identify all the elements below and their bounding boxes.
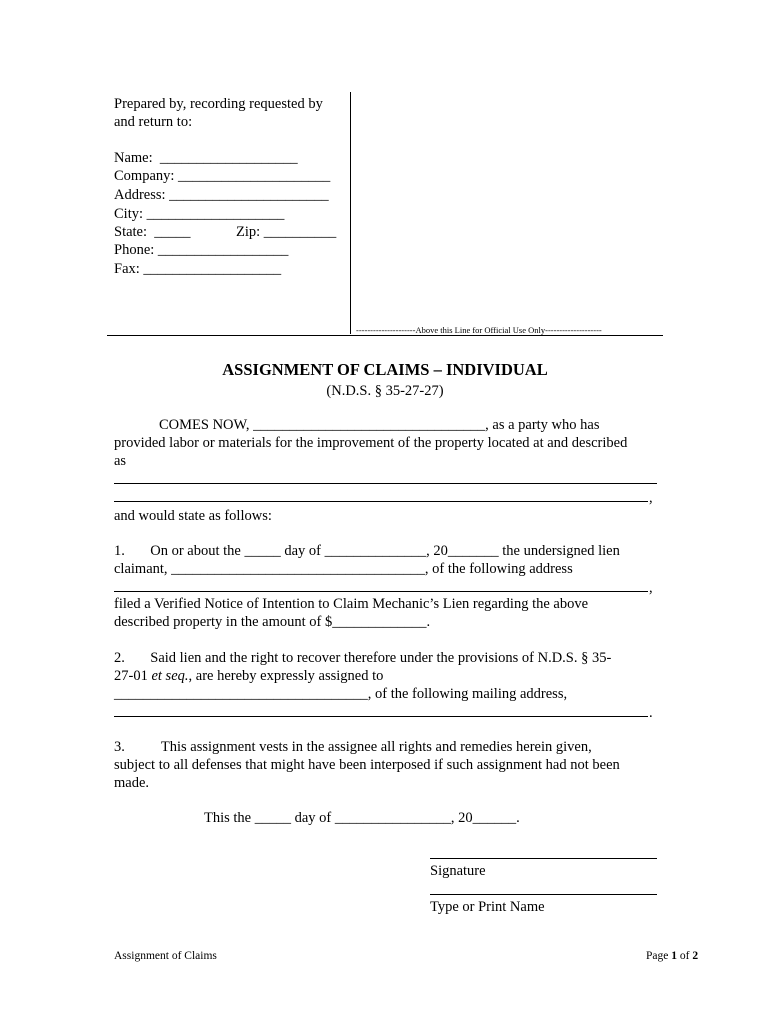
name-field: Name: ___________________ bbox=[114, 150, 298, 166]
para3-line2: subject to all defenses that might have been interposed if such assignment had not been bbox=[114, 757, 620, 773]
page-prefix: Page bbox=[646, 950, 672, 962]
print-name-line bbox=[430, 894, 657, 895]
phone-field: Phone: __________________ bbox=[114, 242, 289, 258]
para2-line2-start: 27-01 bbox=[114, 668, 152, 684]
para1-line3: filed a Verified Notice of Intention to Claim Mechanic’s Lien regarding the above bbox=[114, 596, 589, 612]
para1-line4: described property in the amount of $_____________. bbox=[114, 614, 431, 630]
page-of: of bbox=[676, 950, 693, 962]
header-horizontal-divider bbox=[107, 335, 663, 336]
footer-document-name: Assignment of Claims bbox=[114, 950, 217, 962]
fax-field: Fax: ___________________ bbox=[114, 261, 282, 277]
intro-line1: COMES NOW, ________________________________, as a party who has bbox=[159, 417, 600, 433]
intro-closing: and would state as follows: bbox=[114, 508, 272, 524]
footer-page-number bbox=[646, 949, 698, 963]
company-field: Company: _____________________ bbox=[114, 168, 331, 184]
para1-line2: claimant, ___________________________________, of the following address bbox=[114, 561, 573, 577]
city-field: City: ___________________ bbox=[114, 206, 285, 222]
page-current: 1 bbox=[671, 950, 677, 962]
intro-line3: as bbox=[114, 453, 127, 469]
para2-line1: 2. Said lien and the right to recover therefore under the provisions of N.D.S. § 35- bbox=[114, 650, 612, 666]
official-use-line: ---------------------Above this Line for Official Use Only-------------------- bbox=[356, 325, 602, 335]
para2-line2-end: , are hereby expressly assigned to bbox=[188, 668, 384, 684]
para2-line3: ___________________________________, of the following mailing address, bbox=[114, 686, 568, 702]
address-field: Address: ______________________ bbox=[114, 187, 329, 203]
zip-field: Zip: __________ bbox=[236, 224, 337, 240]
para1-address-blank bbox=[114, 591, 648, 592]
para2-address-blank bbox=[114, 716, 648, 717]
document-title: ASSIGNMENT OF CLAIMS – INDIVIDUAL bbox=[222, 360, 548, 379]
print-name-label: Type or Print Name bbox=[430, 899, 545, 915]
para2-period: . bbox=[649, 705, 653, 721]
para1-line1: 1. On or about the _____ day of ______________, 20_______ the undersigned lien bbox=[114, 543, 620, 559]
para3-line1: 3. This assignment vests in the assignee all rights and remedies herein given, bbox=[114, 739, 592, 755]
header-vertical-divider bbox=[350, 92, 351, 334]
para2-et-seq: et seq. bbox=[151, 668, 189, 684]
para3-line3: made. bbox=[114, 775, 150, 791]
page-total: 2 bbox=[692, 950, 699, 962]
signature-label: Signature bbox=[430, 863, 486, 879]
prepared-by-line1: Prepared by, recording requested by bbox=[114, 96, 323, 112]
document-citation: (N.D.S. § 35-27-27) bbox=[326, 383, 444, 399]
state-field: State: _____ bbox=[114, 224, 191, 240]
property-comma: , bbox=[649, 490, 653, 506]
intro-line2: provided labor or materials for the improvement of the property located at and described bbox=[114, 435, 628, 451]
property-blank-line2 bbox=[114, 501, 648, 502]
para2-line2 bbox=[114, 667, 383, 685]
signature-line bbox=[430, 858, 657, 859]
prepared-by-line2: and return to: bbox=[114, 114, 193, 130]
property-blank-line1 bbox=[114, 483, 657, 484]
dated-line: This the _____ day of ________________, 20______. bbox=[204, 810, 520, 826]
para1-comma: , bbox=[649, 580, 653, 596]
